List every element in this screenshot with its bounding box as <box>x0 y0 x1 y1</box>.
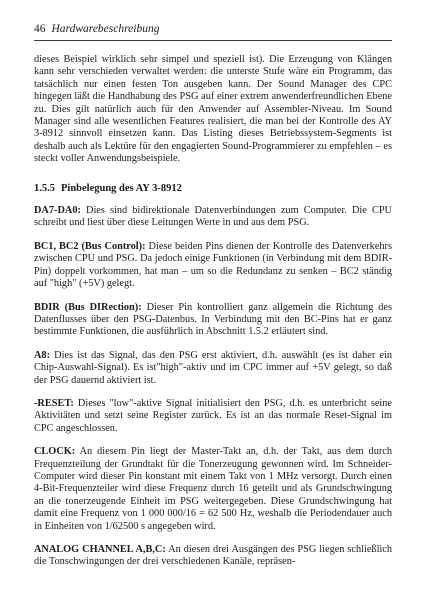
page-header <box>34 22 390 36</box>
pin-term: A8: <box>34 349 51 361</box>
section-title: Pinbelegung des AY 3-8912 <box>61 182 182 194</box>
pin-term: CLOCK: <box>34 446 76 458</box>
pin-text: Dies ist das Signal, das den PSG erst aktiviert, d.h. auswählt (es ist daher ein Chip-Auswahl-Signal). Es ist"high"-aktiv und im CPC immer auf +5V gelegt, so daß der PSG dauernd aktiviert ist. <box>34 349 392 386</box>
pin-text: Dieses "low"-aktive Signal initialisiert den PSG, d.h. es unterbricht seine Aktivitäten und setzt seine Register zurück. Es ist an das normale Reset-Signal im CPC angeschlossen. <box>34 397 392 434</box>
pin-description-reset <box>34 398 392 435</box>
page-number: 46 <box>34 23 46 35</box>
section-number: 1.5.5 <box>34 182 55 194</box>
pin-description-clock <box>34 446 392 533</box>
pin-term: DA7-DA0: <box>34 205 81 217</box>
pin-text: An diesen drei Ausgängen des PSG liegen schließlich die Tonschwingungen der drei verschiedenen Kanäle, repräsen- <box>34 544 393 568</box>
pin-term: -RESET: <box>34 397 74 409</box>
pin-description-da7-da0 <box>34 205 392 230</box>
pin-term: BC1, BC2 (Bus Control): <box>34 240 146 252</box>
intro-paragraph: dieses Beispiel wirklich sehr simpel und speziell ist). Die Erzeugung von Klängen kann sehr verschieden verwaltet werden: die unterste Stufe wäre ein Programm, das tatsächlich nur einen festen Ton ausgeben kann. Der Sound Manager des CPC hingegen läßt die Handhabung des PSG auf einer extrem anwenderfreundlichen Ebene zu. Dies gilt natürlich auch für den Anwender auf Assembler-Niveau. Im Sound Manager sind alle wesentlichen Features realisiert, die man bei der Kontrolle des AY 3-8912 sinnvoll einsetzen kann. Das Listing dieses Betriebssystem-Segments ist deshalb auch als Lektüre für den engagierten Sound-Programmierer zu empfehlen – es steckt voller Anwendungsbeispiele. <box>34 54 392 165</box>
pin-text: Diese beiden Pins dienen der Kontrolle des Datenverkehrs zwischen CPU und PSG. Da jedoch einige Funktionen (in Verbindung mit dem BDIR-Pin) doppelt vorkommen, hat man – um so die Redundanz zu senken – BC2 ständig auf "high" (+5V) gelegt. <box>34 240 392 290</box>
pin-description-bdir <box>34 302 392 339</box>
pin-text: Dieser Pin kontrolliert ganz allgemein die Richtung des Datenflusses über den PSG-Datenbus. In Verbindung mit den BC-Pins hat er ganz bestimmte Funktionen, die ausführlich in Abschnitt 1.5.2 erläutert sind. <box>34 301 392 338</box>
pin-description-bc1-bc2 <box>34 241 392 291</box>
pin-term: ANALOG CHANNEL A,B,C: <box>34 544 166 555</box>
pin-text: An diesem Pin liegt der Master-Takt an, d.h. der Takt, aus dem durch Frequenzteilung der Grundtakt für die Tonerzeugung gewonnen wird. Im Schneider-Computer wird dieser Pin konstant mit einem Takt von 1 MHz versorgt. Durch einen 4-Bit-Frequenzteiler wird diese Frequenz durch 16 geteilt und als Grundschwingung an die tonerzeugende Einheit im PSG weitergegeben. Diese Grundschwingung hat damit eine Frequenz von 1 000 000/16 = 62 500 Hz, weshalb die Periodendauer auch in Einheiten von 1/62500 s angegeben wird. <box>34 446 392 532</box>
header-rule <box>34 40 392 41</box>
running-title: Hardwarebeschreibung <box>51 23 160 35</box>
pin-text: Dies sind bidirektionale Datenverbindungen zum Computer. Die CPU schreibt und liest über diese Leitungen Werte in und aus dem PSG. <box>34 205 392 229</box>
page-body <box>34 54 392 580</box>
section-heading <box>34 183 392 195</box>
pin-description-a8 <box>34 350 392 387</box>
pin-description-analog-channel <box>34 544 392 569</box>
pin-term: BDIR (Bus DIRection): <box>34 301 142 313</box>
